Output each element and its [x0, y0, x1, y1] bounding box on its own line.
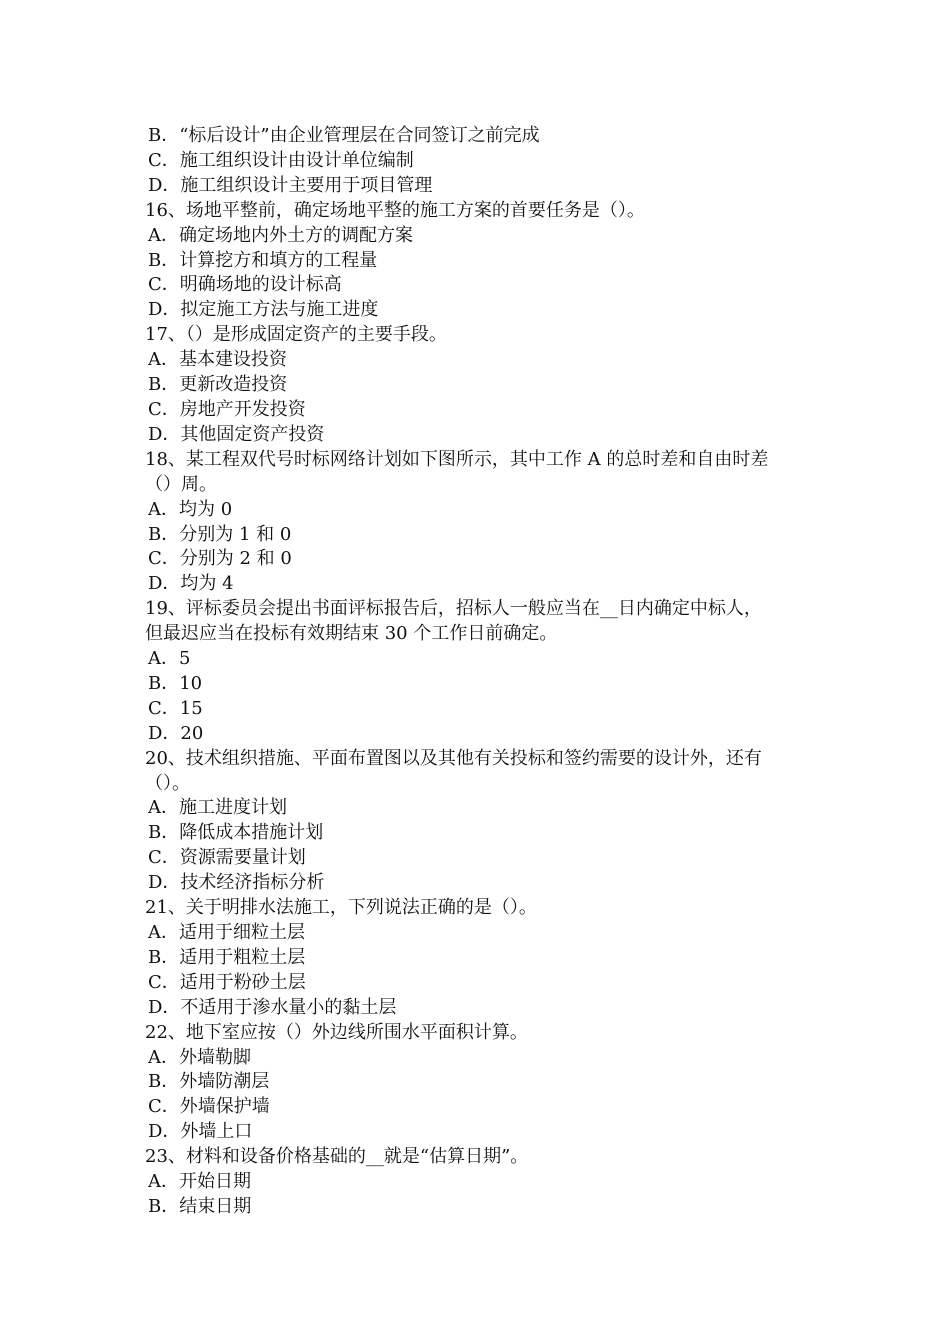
answer-option: C．分别为 2 和 0 [148, 548, 292, 570]
answer-option: D．20 [148, 722, 204, 744]
question-text-continued: 但最迟应当在投标有效期结束 30 个工作日前确定。 [145, 623, 558, 645]
answer-option: A．外墙勒脚 [148, 1046, 251, 1068]
answer-option: A．5 [148, 648, 191, 670]
question-text: 16、场地平整前，确定场地平整的施工方案的首要任务是（）。 [145, 199, 645, 221]
answer-option: D．不适用于渗水量小的黏土层 [148, 996, 397, 1018]
question-text: 18、某工程双代号时标网络计划如下图所示，其中工作 A 的总时差和自由时差 [145, 448, 769, 470]
answer-option: B．10 [148, 672, 203, 694]
answer-option: D．均为 4 [148, 573, 234, 595]
answer-option: D．外墙上口 [148, 1121, 253, 1143]
question-text: 22、地下室应按（）外边线所围水平面积计算。 [145, 1021, 528, 1043]
answer-option: A．开始日期 [148, 1171, 251, 1193]
question-text-continued: （）周。 [145, 473, 217, 495]
answer-option: D．拟定施工方法与施工进度 [148, 299, 379, 321]
answer-option: A．确定场地内外土方的调配方案 [148, 224, 413, 246]
answer-option: A．均为 0 [148, 498, 233, 520]
answer-option: D．其他固定资产投资 [148, 423, 325, 445]
answer-option: B．降低成本措施计划 [148, 822, 324, 844]
answer-option: C．房地产开发投资 [148, 398, 306, 420]
answer-option: B．外墙防潮层 [148, 1071, 270, 1093]
question-text: 23、材料和设备价格基础的__就是“估算日期”。 [145, 1146, 529, 1168]
answer-option: C．资源需要量计划 [148, 847, 306, 869]
answer-option: A．基本建设投资 [148, 349, 287, 371]
answer-option: A．施工进度计划 [148, 797, 287, 819]
question-text-continued: （）。 [145, 772, 190, 794]
answer-option: C．15 [148, 697, 203, 719]
answer-option: B．适用于粗粒土层 [148, 946, 306, 968]
answer-option: D．施工组织设计主要用于项目管理 [148, 174, 433, 196]
answer-option: A．适用于细粒土层 [148, 922, 305, 943]
answer-option: B．更新改造投资 [148, 374, 288, 396]
document-body [145, 124, 813, 1220]
question-text: 21、关于明排水法施工，下列说法正确的是（）。 [145, 897, 537, 919]
answer-option: B．结束日期 [148, 1195, 252, 1217]
question-text: 20、技术组织措施、平面布置图以及其他有关投标和签约需要的设计外，还有 [145, 747, 762, 769]
question-text: 19、评标委员会提出书面评标报告后，招标人一般应当在__日内确定中标人， [145, 598, 762, 620]
answer-option: C．明确场地的设计标高 [148, 274, 342, 296]
answer-option: B．“标后设计”由企业管理层在合同签订之前完成 [148, 125, 540, 146]
question-text: 17、（）是形成固定资产的主要手段。 [145, 324, 447, 346]
answer-option: B．计算挖方和填方的工程量 [148, 249, 378, 271]
answer-option: C．适用于粉砂土层 [148, 971, 306, 993]
answer-option: C．施工组织设计由设计单位编制 [148, 149, 414, 171]
answer-option: D．技术经济指标分析 [148, 872, 325, 894]
answer-option: B．分别为 1 和 0 [148, 523, 292, 545]
answer-option: C．外墙保护墙 [148, 1096, 270, 1118]
